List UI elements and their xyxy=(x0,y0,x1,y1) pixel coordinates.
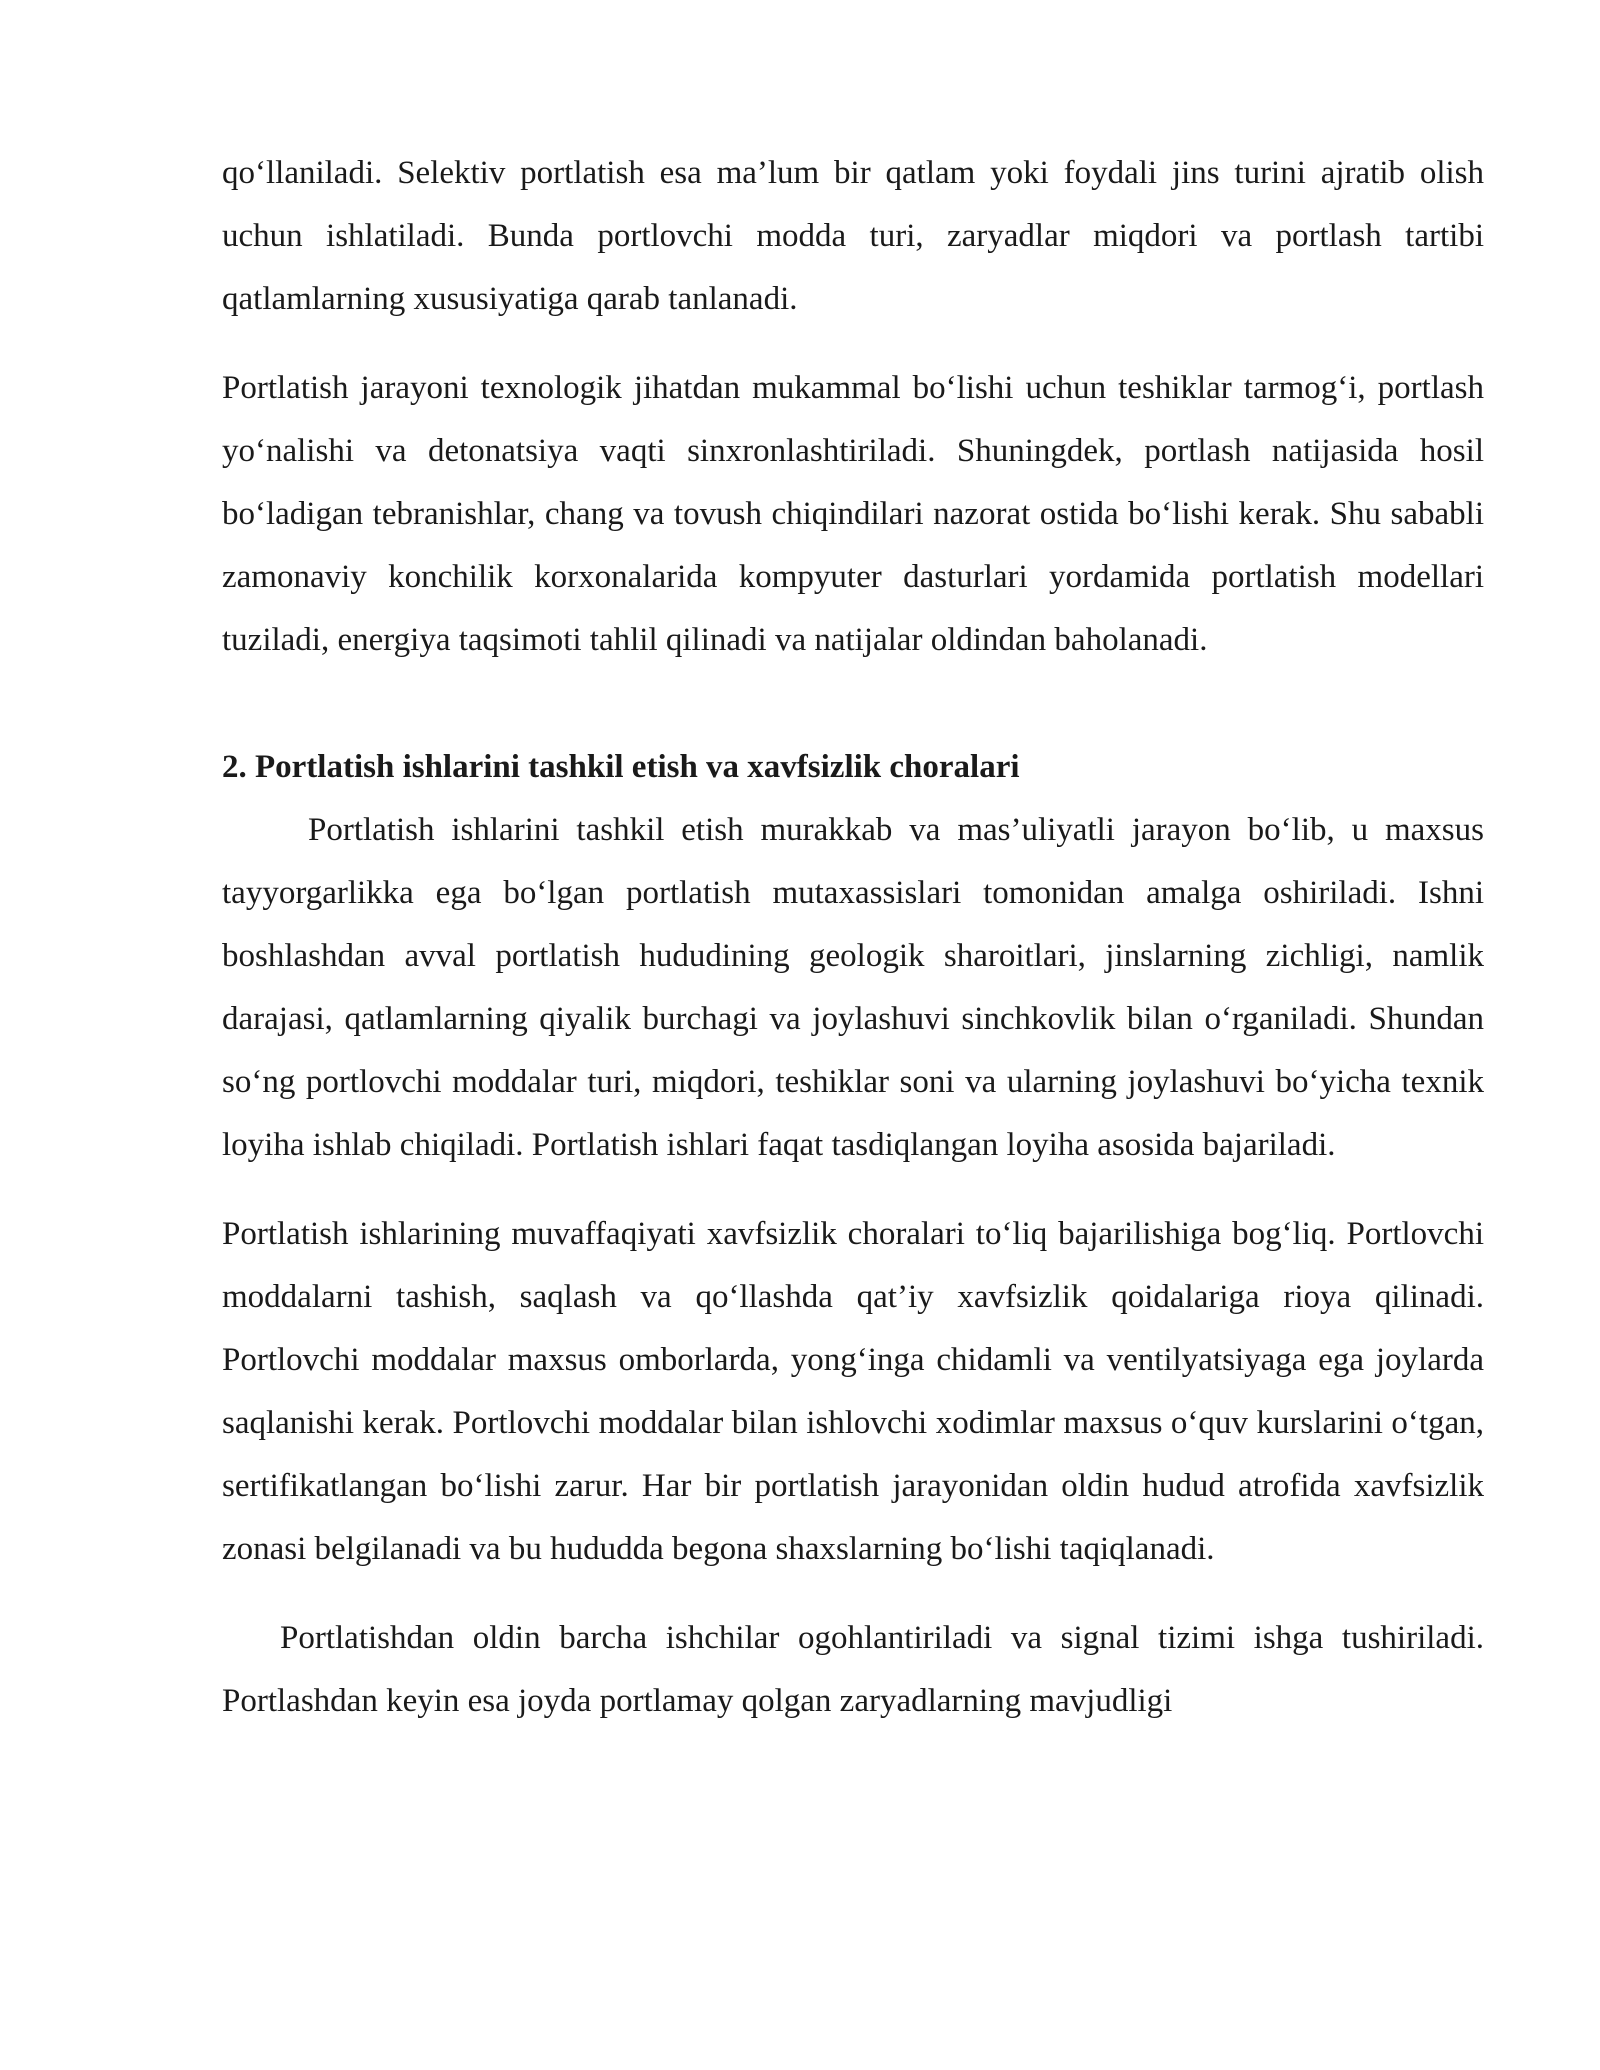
section-heading: 2. Portlatish ishlarini tashkil etish va xavfsizlik choralari xyxy=(222,749,1020,785)
paragraph-spacer xyxy=(222,331,1484,357)
paragraph-continuation: qo‘llaniladi. Selektiv portlatish esa ma’lum bir qatlam yoki foydali jins turini ajratib olish uchun ishlatiladi. Bunda portlovchi modda turi, zaryadlar miqdori va portlash tartibi qatlamlarning xususiyatiga qarab tanlanadi. xyxy=(222,155,1484,317)
paragraph-organization: Portlatish ishlarini tashkil etish murakkab va mas’uliyatli jarayon bo‘lib, u maxsus tayyorgarlikka ega bo‘lgan portlatish mutaxassislari tomonidan amalga oshiriladi. Ishni boshlashdan avval portlatish hududining geologik sharoitlari, jinslarning zichligi, namlik darajasi, qatlamlarning qiyalik burchagi va joylashuvi sinchkovlik bilan o‘rganiladi. Shundan so‘ng portlovchi moddalar turi, miqdori, teshiklar soni va ularning joylashuvi bo‘yicha texnik loyiha ishlab chiqiladi. Portlatish ishlari faqat tasdiqlangan loyiha asosida bajariladi. xyxy=(222,812,1484,1163)
paragraph-spacer xyxy=(222,1177,1484,1203)
paragraph-blasting-process: Portlatish jarayoni texnologik jihatdan mukammal bo‘lishi uchun teshiklar tarmog‘i, portlash yo‘nalishi va detonatsiya vaqti sinxronlashtiriladi. Shuningdek, portlash natijasida hosil bo‘ladigan tebranishlar, chang va tovush chiqindilari nazorat ostida bo‘lishi kerak. Shu sababli zamonaviy konchilik korxonalarida kompyuter dasturlari yordamida portlatish modellari tuziladi, energiya taqsimoti tahlil qilinadi va natijalar oldindan baholanadi. xyxy=(222,370,1484,658)
paragraph-warning-signals: Portlatishdan oldin barcha ishchilar ogohlantiriladi va signal tizimi ishga tushiriladi. Portlashdan keyin esa joyda portlamay qolgan zaryadlarning mavjudligi xyxy=(222,1620,1484,1719)
paragraph-spacer xyxy=(222,1581,1484,1607)
paragraph-safety-measures: Portlatish ishlarining muvaffaqiyati xavfsizlik choralari to‘liq bajarilishiga bog‘liq. Portlovchi moddalarni tashish, saqlash va qo‘llashda qat’iy xavfsizlik qoidalariga rioya qilinadi. Portlovchi moddalar maxsus omborlarda, yong‘inga chidamli va ventilyatsiyaga ega joylarda saqlanishi kerak. Portlovchi moddalar bilan ishlovchi xodimlar maxsus o‘quv kurslarini o‘tgan, sertifikatlangan bo‘lishi zarur. Har bir portlatish jarayonidan oldin hudud atrofida xavfsizlik zonasi belgilanadi va bu hududda begona shaxslarning bo‘lishi taqiqlanadi. xyxy=(222,1216,1484,1567)
document-page xyxy=(222,142,1484,1733)
section-spacer xyxy=(222,672,1484,736)
